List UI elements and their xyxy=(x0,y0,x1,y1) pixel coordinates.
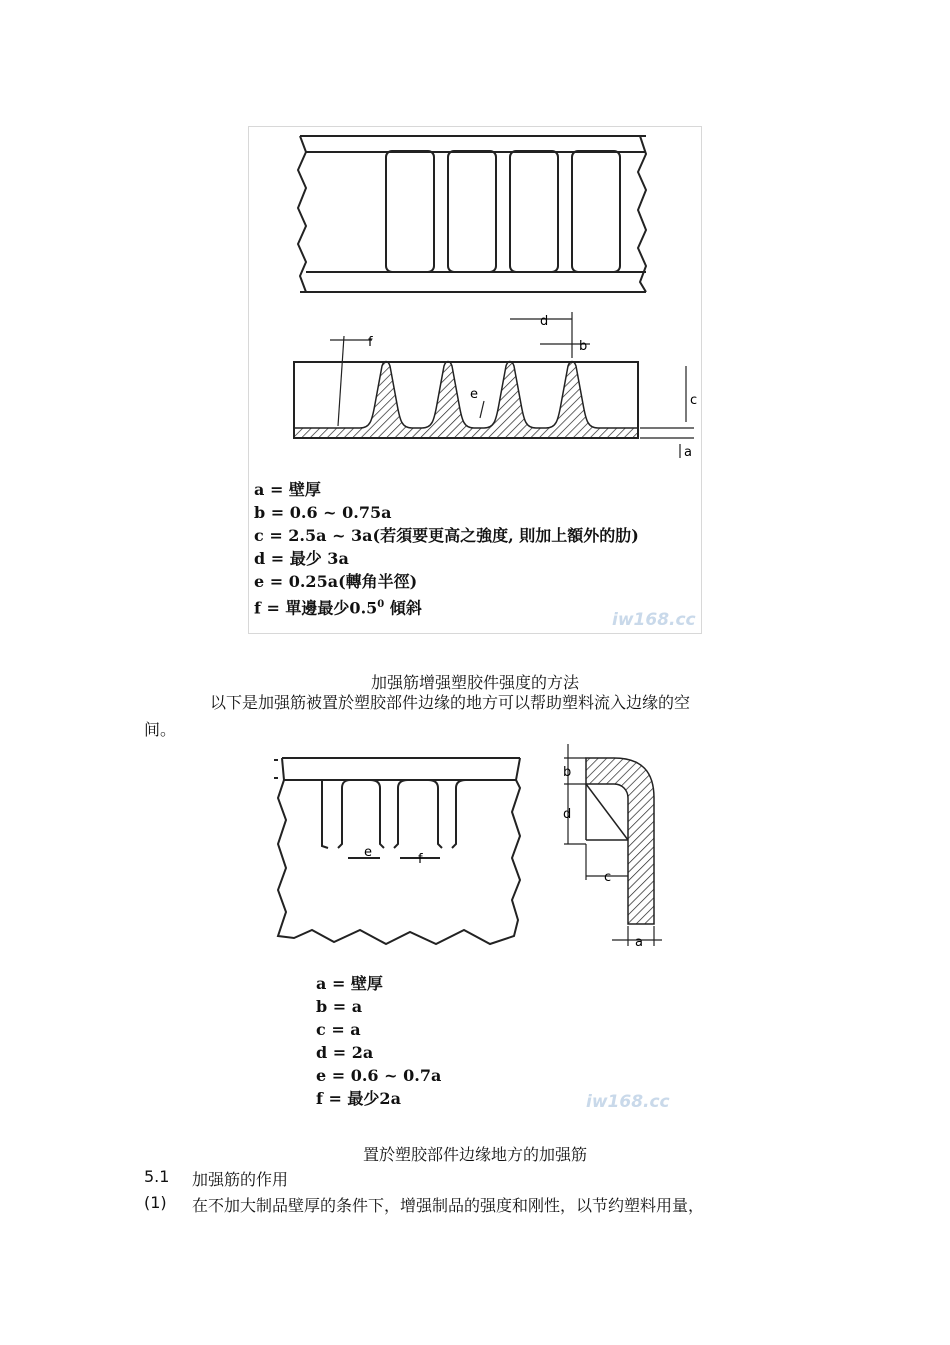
legend-item: a = 壁厚 xyxy=(254,480,321,499)
dim-label-e: e xyxy=(364,845,372,860)
caption-figure2: 置於塑胶部件边缘地方的加强筋 xyxy=(362,1145,587,1164)
section-number: 5.1 xyxy=(144,1167,170,1186)
dim-label-d: d xyxy=(540,314,549,329)
top-view xyxy=(298,136,646,292)
list-item xyxy=(144,1193,784,1215)
figure-rib-strength xyxy=(248,126,702,634)
legend-item: d = 最少 3a xyxy=(254,549,349,568)
legend-item: c = a xyxy=(316,1020,361,1039)
legend-item-f: f = 單邊最少$0.5^0$ 傾斜 xyxy=(254,598,422,618)
dim-label-f: f xyxy=(418,852,423,867)
edge-ribs-diagram xyxy=(268,740,688,960)
section-title: 加强筋的作用 xyxy=(192,1170,289,1189)
legend-item: d = 2a xyxy=(316,1043,374,1062)
legend-item: b = 0.6 ~ 0.75a xyxy=(254,503,392,522)
legend-item: e = 0.25a(轉角半徑) xyxy=(254,572,418,591)
dim-label-a: a xyxy=(684,445,692,460)
caption-figure1: 加强筋增强塑胶件强度的方法 xyxy=(370,673,579,692)
item-text: 在不加大制品壁厚的条件下，增强制品的强度和刚性，以节约塑料用量， xyxy=(192,1196,705,1215)
dim-label-e: e xyxy=(470,387,478,402)
dim-label-d: d xyxy=(563,807,572,822)
watermark: iw168.cc xyxy=(612,610,696,630)
dim-label-c: c xyxy=(690,393,698,408)
figure-edge-ribs xyxy=(268,740,688,1120)
dim-label-c: c xyxy=(604,870,612,885)
legend-item: e = 0.6 ~ 0.7a xyxy=(316,1066,442,1085)
paragraph-line2: 间。 xyxy=(144,720,177,739)
edge-ribs-section xyxy=(586,758,654,924)
dim-label-a: a xyxy=(635,935,643,950)
legend-item: a = 壁厚 xyxy=(316,974,383,993)
dim-label-b: b xyxy=(579,339,588,354)
paragraph-line1: 以下是加强筋被置於塑胶部件边缘的地方可以帮助塑料流入边缘的空 xyxy=(210,693,691,712)
dim-label-b: b xyxy=(563,765,572,780)
legend-item: f = 最少2a xyxy=(316,1089,401,1108)
watermark: iw168.cc xyxy=(586,1092,670,1112)
section-view xyxy=(294,362,638,439)
item-number: (1) xyxy=(144,1193,167,1212)
dim-label-f: f xyxy=(368,335,373,350)
legend-item: c = 2.5a ~ 3a(若須要更高之強度, 則加上額外的肋) xyxy=(254,526,639,545)
edge-ribs-plan xyxy=(274,758,520,944)
legend-figure1 xyxy=(254,478,639,619)
legend-figure2 xyxy=(316,972,441,1110)
section-heading xyxy=(144,1167,784,1189)
legend-item: b = a xyxy=(316,997,363,1016)
